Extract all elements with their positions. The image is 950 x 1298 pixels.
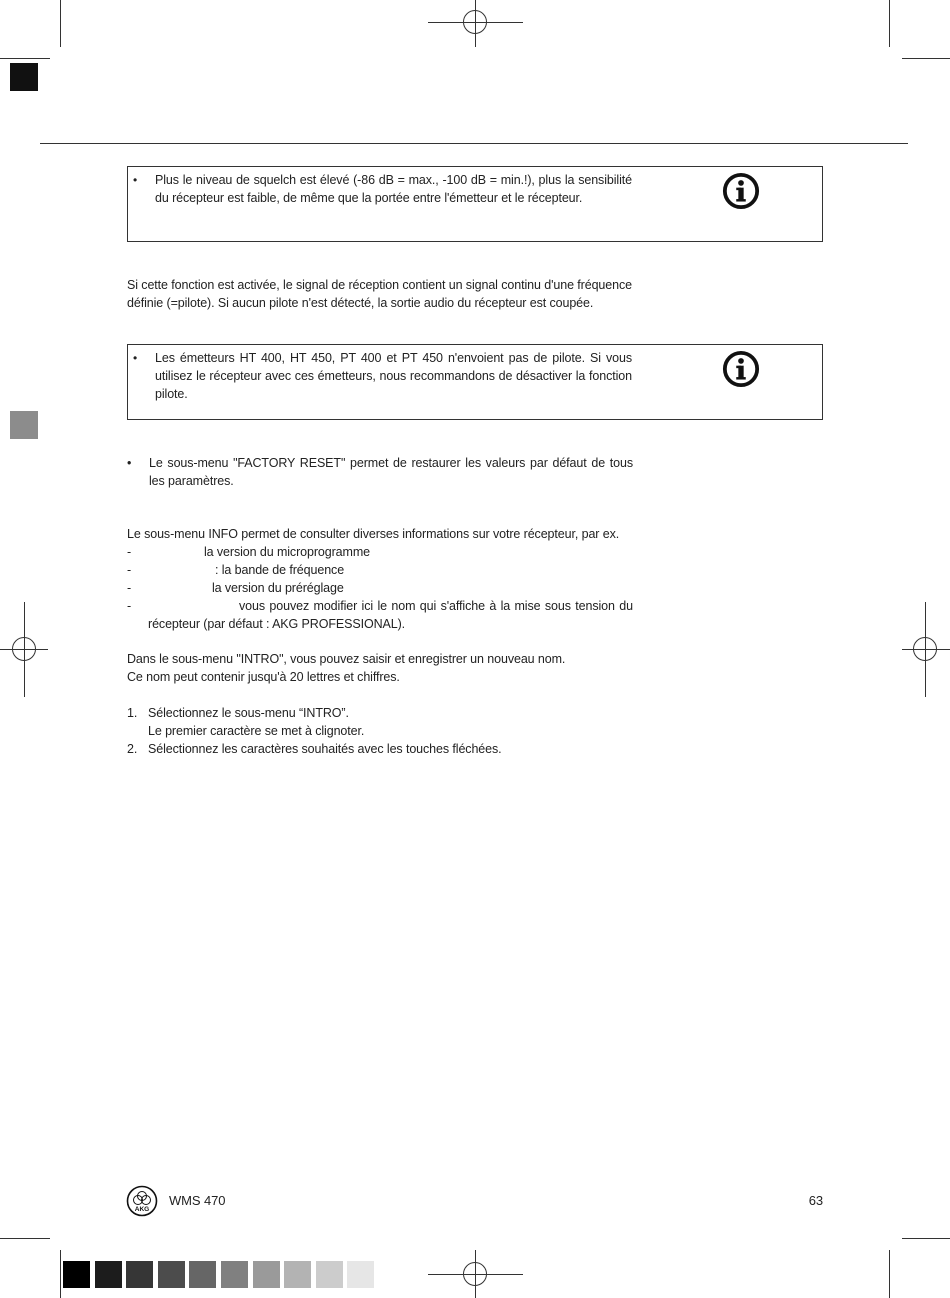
header-rule <box>40 143 908 144</box>
intro-line-2: Ce nom peut contenir jusqu'à 20 lettres et chiffres. <box>127 670 400 684</box>
color-swatch <box>95 1261 122 1288</box>
color-swatch <box>158 1261 185 1288</box>
squelch-note-text: Plus le niveau de squelch est élevé (-86 dB = max., -100 dB = min.!), plus la sensibilité du récepteur est faible, de même que la portée entre l'émetteur et le récepteur. <box>155 173 632 205</box>
step-text: Sélectionnez le sous-menu “INTRO”. <box>148 706 349 720</box>
bullet: • <box>133 351 138 365</box>
color-swatch <box>284 1261 311 1288</box>
logo-text: AKG <box>134 1206 150 1213</box>
info-item-text: la version du préréglage <box>212 581 344 595</box>
squelch-note-box <box>127 166 823 242</box>
side-tab-gray <box>10 411 38 439</box>
footer-model: WMS 470 <box>169 1193 226 1208</box>
bullet: • <box>133 173 138 187</box>
color-swatch <box>221 1261 248 1288</box>
step-1 <box>127 704 364 740</box>
intro-line-1: Dans le sous-menu "INTRO", vous pouvez saisir et enregistrer un nouveau nom. <box>127 652 566 666</box>
akg-logo-icon <box>126 1185 158 1217</box>
page-number: 63 <box>808 1193 823 1208</box>
dash: - <box>127 599 132 613</box>
color-swatch <box>126 1261 153 1288</box>
bullet: • <box>127 456 132 470</box>
info-item-text: : la bande de fréquence <box>215 563 345 577</box>
info-item-text: la version du microprogramme <box>204 545 371 559</box>
info-icon <box>722 172 760 210</box>
pilot-paragraph: Si cette fonction est activée, le signal de réception contient un signal continu d'une fréquence définie (=pilote). Si aucun pilote n'est détecté, la sortie audio du récepteur est coupée. <box>127 278 632 310</box>
color-swatch <box>253 1261 280 1288</box>
factory-reset-item <box>127 454 633 490</box>
step-number: 1. <box>127 706 138 720</box>
color-swatch <box>63 1261 90 1288</box>
info-icon <box>722 350 760 388</box>
dash: - <box>127 563 132 577</box>
pilot-note-text: Les émetteurs HT 400, HT 450, PT 400 et PT 450 n'envoient pas de pilote. Si vous utilisez le récepteur avec ces émetteurs, nous recommandons de désactiver la fonction pilote. <box>155 351 632 401</box>
dash: - <box>127 545 132 559</box>
color-swatch <box>189 1261 216 1288</box>
info-intro: Le sous-menu INFO permet de consulter diverses informations sur votre récepteur, par ex. <box>127 527 620 541</box>
color-swatch <box>316 1261 343 1288</box>
step-number: 2. <box>127 742 138 756</box>
factory-reset-text: Le sous-menu "FACTORY RESET" permet de restaurer les valeurs par défaut de tous les paramètres. <box>149 456 633 488</box>
info-item-intro-name <box>127 597 633 633</box>
pilot-note-box <box>127 344 823 420</box>
side-tab-black <box>10 63 38 91</box>
info-item-text: vous pouvez modifier ici le nom qui s'affiche à la mise sous tension du récepteur (par défaut : AKG PROFESSIONAL). <box>148 599 633 631</box>
color-swatch <box>347 1261 374 1288</box>
step-2 <box>127 740 502 758</box>
step-subtext: Le premier caractère se met à clignoter. <box>148 724 365 738</box>
step-text: Sélectionnez les caractères souhaités avec les touches fléchées. <box>148 742 502 756</box>
dash: - <box>127 581 132 595</box>
